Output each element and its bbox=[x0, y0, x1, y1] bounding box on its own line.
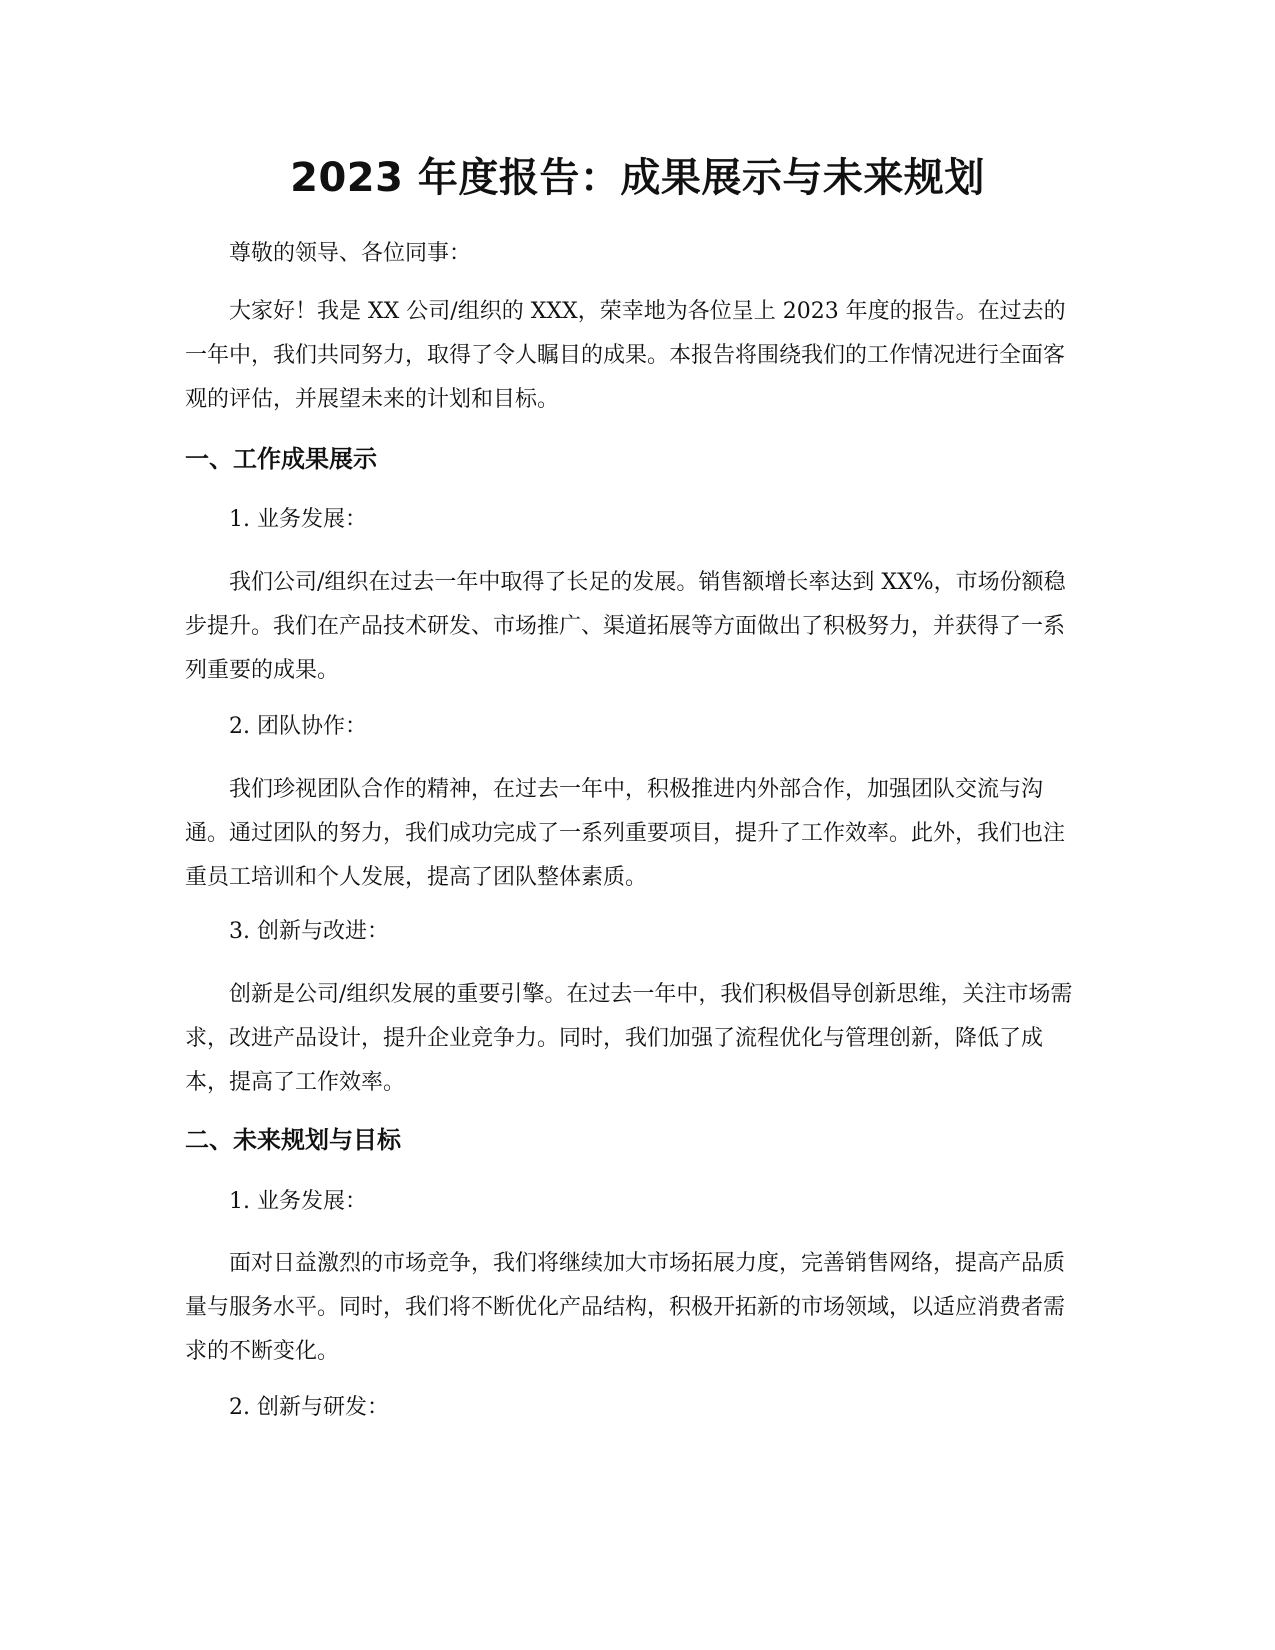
section-1-item-1-label: 1. 业务发展： bbox=[229, 507, 367, 532]
section-1-item-3-label: 3. 创新与改进： bbox=[229, 919, 389, 944]
section-1-heading: 一、工作成果展示 bbox=[185, 445, 377, 473]
intro-paragraph: 大家好！我是 XX 公司/组织的 XXX，荣幸地为各位呈上 2023 年度的报告。在过去的一年中，我们共同努力，取得了令人瞩目的成果。本报告将围绕我们的工作情况进行全面客观的评估，并展望未来的计划和目标。 bbox=[185, 299, 1066, 412]
section-1-item-3-text: 创新是公司/组织发展的重要引擎。在过去一年中，我们积极倡导创新思维，关注市场需求，改进产品设计，提升企业竞争力。同时，我们加强了流程优化与管理创新，降低了成本，提高了工作效率。 bbox=[185, 982, 1073, 1095]
section-2-item-1-label: 1. 业务发展： bbox=[229, 1189, 367, 1214]
document-title: 2023 年度报告：成果展示与未来规划 bbox=[290, 155, 985, 201]
section-1-item-2-text: 我们珍视团队合作的精神，在过去一年中，积极推进内外部合作，加强团队交流与沟通。通过团队的努力，我们成功完成了一系列重要项目，提升了工作效率。此外，我们也注重员工培训和个人发展，提高了团队整体素质。 bbox=[185, 777, 1066, 890]
section-1-item-2-label: 2. 团队协作： bbox=[229, 714, 367, 739]
section-2-item-1-text: 面对日益激烈的市场竞争，我们将继续加大市场拓展力度，完善销售网络，提高产品质量与服务水平。同时，我们将不断优化产品结构，积极开拓新的市场领域，以适应消费者需求的不断变化。 bbox=[185, 1251, 1066, 1364]
section-2-item-2-label: 2. 创新与研发： bbox=[229, 1395, 389, 1420]
greeting: 尊敬的领导、各位同事： bbox=[229, 241, 472, 266]
section-1-item-1-text: 我们公司/组织在过去一年中取得了长足的发展。销售额增长率达到 XX%，市场份额稳步提升。我们在产品技术研发、市场推广、渠道拓展等方面做出了积极努力，并获得了一系列重要的成果。 bbox=[185, 570, 1066, 683]
section-2-heading: 二、未来规划与目标 bbox=[185, 1126, 401, 1154]
